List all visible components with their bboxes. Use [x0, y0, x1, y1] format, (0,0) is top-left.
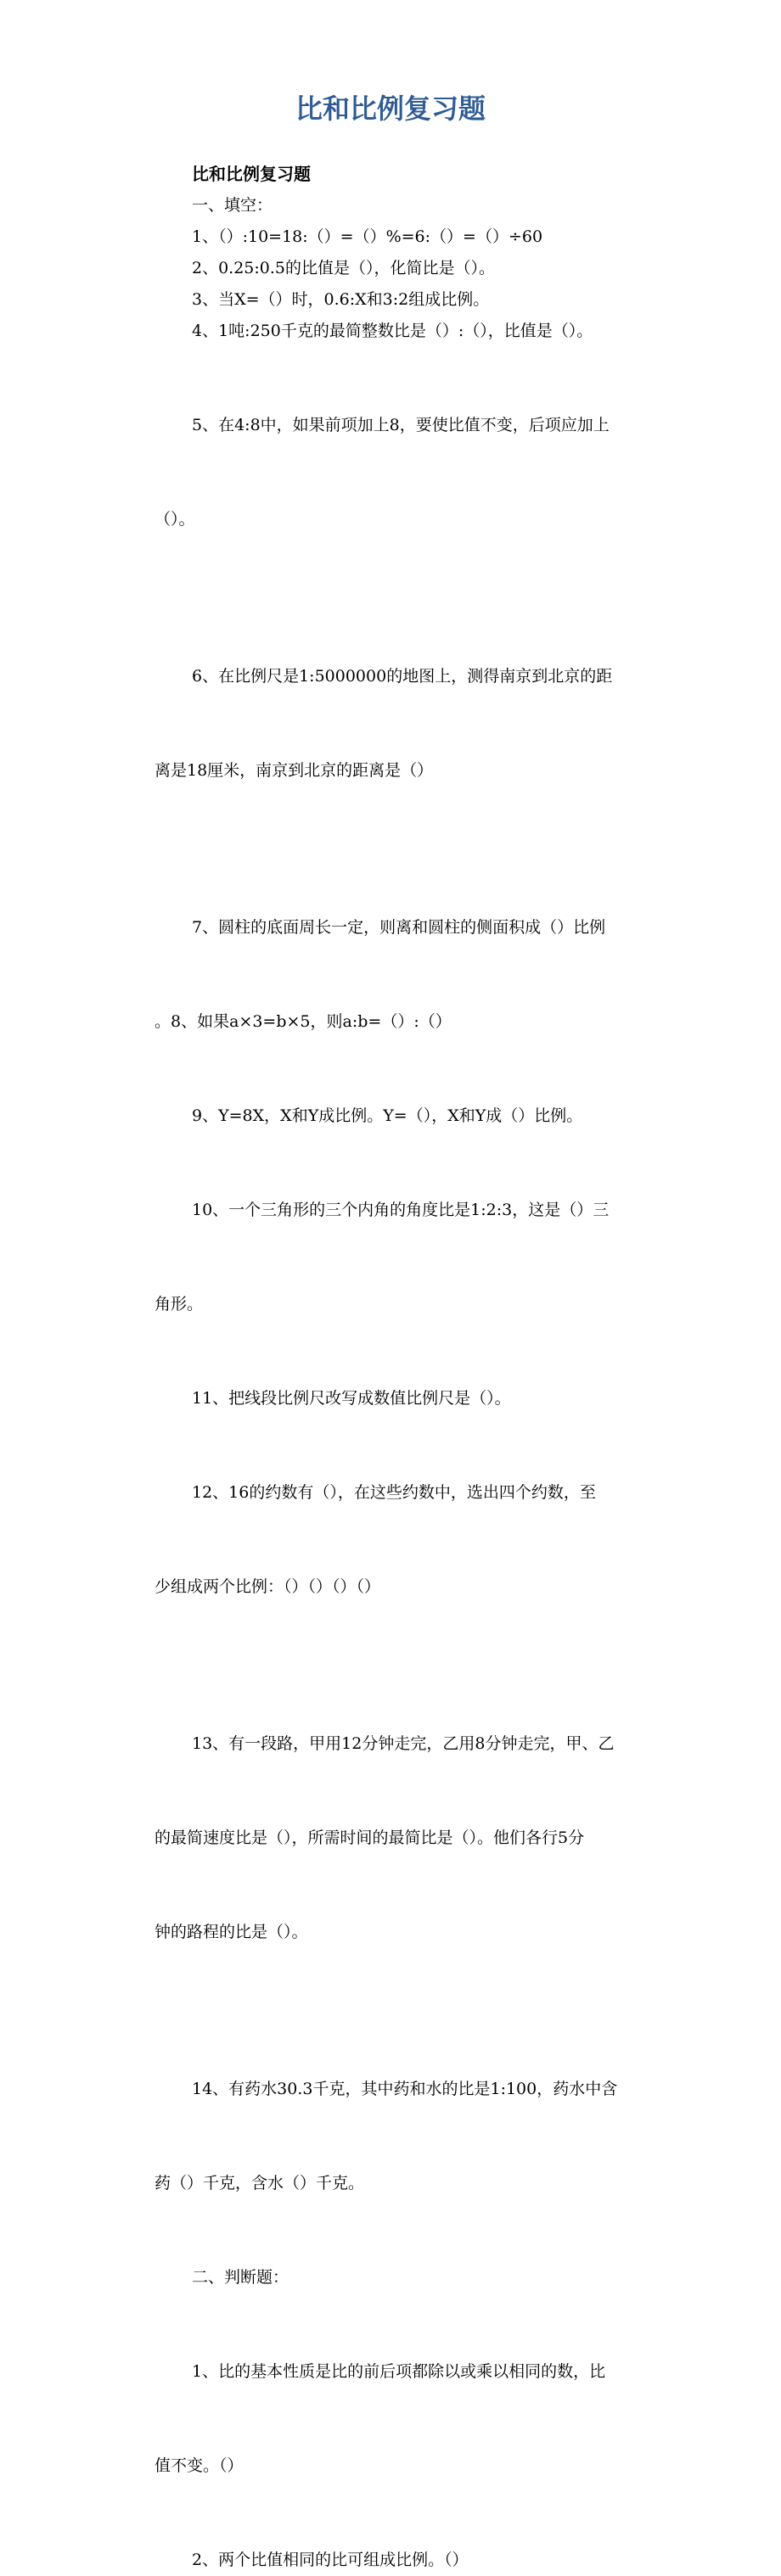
question-7-line-1: 7、圆柱的底面周长一定，则离和圆柱的侧面积成（）比例 — [192, 918, 606, 937]
question-12-line-2: 少组成两个比例：（）（）（）（） — [155, 1577, 381, 1596]
question-13 — [155, 1666, 660, 2011]
question-12 — [155, 1414, 660, 1666]
question-13-line-3: 钟的路程的比是（）。 — [155, 1923, 308, 1941]
question-14-line-1: 14、有药水30.3千克，其中药和水的比是1:100，药水中含 — [192, 2080, 618, 2098]
question-13-line-2: 的最简速度比是（），所需时间的最简比是（）。他们各行5分 — [155, 1828, 585, 1847]
question-6-line-1: 6、在比例尺是1:5000000的地图上，测得南京到北京的距 — [192, 667, 613, 686]
question-11: 11、把线段比例尺改写成数值比例尺是（）。 — [192, 1389, 511, 1408]
question-7 — [155, 849, 660, 1100]
judgment-question-2: 2、两个比值相同的比可组成比例。（） — [192, 2551, 469, 2569]
question-5-line-2: （）。 — [155, 510, 195, 529]
section-heading-fill-blank: 一、填空： — [192, 196, 273, 215]
document-subtitle: 比和比例复习题 — [192, 164, 311, 184]
section-heading-true-false: 二、判断题： — [192, 2268, 289, 2287]
question-9: 9、Y=8X，X和Y成比例。Y=（），X和Y成（）比例。 — [192, 1106, 583, 1125]
question-10-line-1: 10、一个三角形的三个内角的角度比是1:2:3，这是（）三 — [192, 1201, 610, 1219]
judgment-question-1 — [155, 2293, 660, 2545]
question-10 — [155, 1132, 660, 1383]
judgment-question-1-line-2: 值不变。（） — [155, 2456, 244, 2475]
question-6 — [155, 598, 660, 849]
question-3: 3、当X=（）时，0.6:X和3:2组成比例。 — [192, 290, 490, 309]
question-13-line-1: 13、有一段路，甲用12分钟走完，乙用8分钟走完，甲、乙 — [192, 1734, 615, 1753]
question-7-line-2: 。8、如果a×3=b×5，则a:b=（）:（） — [155, 1012, 452, 1031]
question-4: 4、1吨:250千克的最简整数比是（）:（），比值是（）。 — [192, 322, 593, 340]
question-2: 2、0.25:0.5的比值是（），化简比是（）。 — [192, 259, 496, 277]
question-5-line-1: 5、在4:8中，如果前项加上8，要使比值不变，后项应加上 — [192, 416, 610, 434]
question-5 — [155, 347, 660, 598]
document-title: 比和比例复习题 — [295, 92, 486, 125]
judgment-question-1-line-1: 1、比的基本性质是比的前后项都除以或乘以相同的数，比 — [192, 2362, 606, 2381]
question-10-line-2: 角形。 — [155, 1295, 204, 1313]
question-12-line-1: 12、16的约数有（），在这些约数中，选出四个约数，至 — [192, 1483, 596, 1502]
question-14-line-2: 药（）千克，含水（）千克。 — [155, 2174, 365, 2192]
question-14 — [155, 2011, 660, 2262]
question-6-line-2: 离是18厘米，南京到北京的距离是（） — [155, 761, 434, 780]
document-body — [155, 159, 660, 2576]
question-1: 1、（）:10=18:（）=（）%=6:（）=（）÷60 — [192, 227, 543, 246]
